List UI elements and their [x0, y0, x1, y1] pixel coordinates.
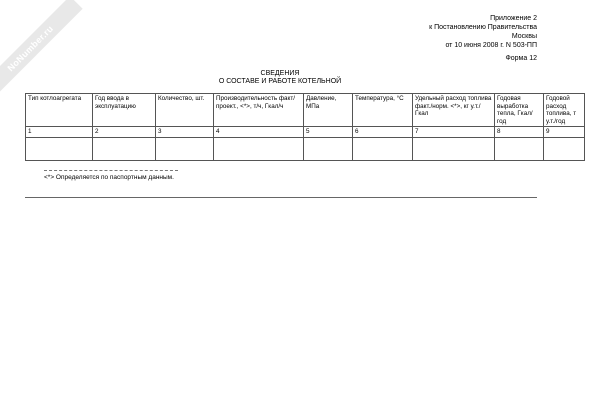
- data-cell: [544, 137, 585, 160]
- table-header-row: [26, 94, 585, 127]
- header-cell: Годовая выработка тепла, Гкал/год: [495, 94, 544, 127]
- column-number: 7: [413, 127, 495, 138]
- column-number: 5: [304, 127, 353, 138]
- city-line: Москвы: [511, 33, 537, 40]
- page-bottom-rule: [25, 197, 537, 198]
- header-cell: Год ввода в эксплуатацию: [93, 94, 156, 127]
- data-cell: [495, 137, 544, 160]
- header-cell: Количество, шт.: [156, 94, 214, 127]
- column-number: 3: [156, 127, 214, 138]
- data-cell: [304, 137, 353, 160]
- date-line: от 10 июня 2008 г. N 503-ПП: [445, 42, 537, 49]
- column-number: 9: [544, 127, 585, 138]
- footnote-divider: [44, 170, 178, 171]
- data-cell: [26, 137, 93, 160]
- header-cell: Тип котлоагрегата: [26, 94, 93, 127]
- column-number: 8: [495, 127, 544, 138]
- data-cell: [214, 137, 304, 160]
- empty-data-row: [26, 137, 585, 160]
- column-number: 6: [353, 127, 413, 138]
- boiler-table: [25, 93, 585, 161]
- data-cell: [413, 137, 495, 160]
- appendix-line: Приложение 2: [490, 15, 537, 22]
- decree-line: к Постановлению Правительства: [429, 24, 537, 31]
- data-cell: [93, 137, 156, 160]
- header-cell: Давление, МПа: [304, 94, 353, 127]
- watermark: NoNumber.ru: [0, 0, 83, 101]
- column-number: 1: [26, 127, 93, 138]
- header-cell: Температура, °С: [353, 94, 413, 127]
- document-title: [0, 70, 560, 86]
- column-number: 2: [93, 127, 156, 138]
- form-number: Форма 12: [505, 55, 537, 62]
- header-cell: Производительность факт/проект., <*>, т/ч, Гкал/ч: [214, 94, 304, 127]
- footnote: <*> Определяется по паспортным данным.: [44, 174, 174, 181]
- title-line-1: СВЕДЕНИЯ: [260, 70, 300, 77]
- column-number-row: [26, 127, 585, 138]
- appendix-header: [429, 14, 537, 50]
- data-cell: [156, 137, 214, 160]
- header-cell: Удельный расход топлива факт./норм. <*>, кг у.т./Гкал: [413, 94, 495, 127]
- title-line-2: О СОСТАВЕ И РАБОТЕ КОТЕЛЬНОЙ: [218, 78, 342, 85]
- header-cell: Годовой расход топлива, т у.т./год: [544, 94, 585, 127]
- column-number: 4: [214, 127, 304, 138]
- data-cell: [353, 137, 413, 160]
